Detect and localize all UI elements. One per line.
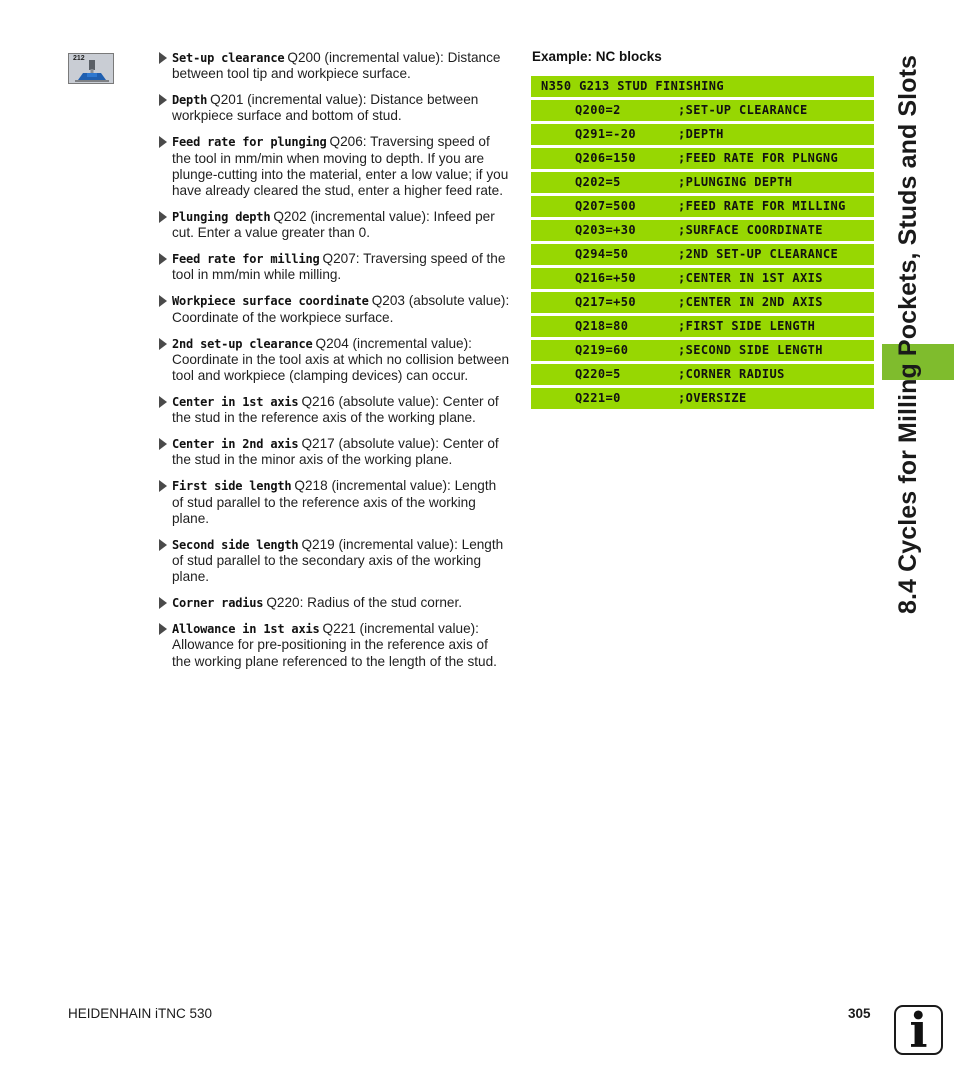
nc-comment: ;OVERSIZE <box>678 391 747 405</box>
nc-block-listing <box>531 76 874 412</box>
cycle-212-icon <box>68 53 114 84</box>
parameter-item <box>158 436 510 468</box>
bullet-arrow-icon <box>159 338 167 350</box>
nc-param: Q207=500 <box>575 199 636 213</box>
parameter-description: Q220: Radius of the stud corner. <box>266 595 463 611</box>
nc-block-row <box>531 388 874 409</box>
nc-comment: ;CORNER RADIUS <box>678 367 785 381</box>
nc-comment: ;CENTER IN 1ST AXIS <box>678 271 823 285</box>
bullet-arrow-icon <box>159 480 167 492</box>
chapter-side-title: 8.4 Cycles for Milling Pockets, Studs and Slots <box>894 54 922 614</box>
example-title: Example: NC blocks <box>532 49 662 64</box>
parameter-description: Q219 (incremental value): Length of stud parallel to the secondary axis of the working plane. <box>172 536 504 585</box>
nc-block-row <box>531 100 874 121</box>
nc-block-row <box>531 244 874 265</box>
stud-graphic <box>69 54 115 85</box>
parameter-item <box>158 336 510 385</box>
bullet-arrow-icon <box>159 295 167 307</box>
parameter-item <box>158 92 510 124</box>
parameter-item <box>158 595 510 611</box>
nc-block-row <box>531 172 874 193</box>
parameter-item <box>158 293 510 325</box>
nc-block-row <box>531 364 874 385</box>
nc-param: Q291=-20 <box>575 127 636 141</box>
parameter-name: 2nd set-up clearance <box>172 336 313 351</box>
parameter-name: Plunging depth <box>172 210 271 225</box>
nc-param: Q202=5 <box>575 175 621 189</box>
nc-param: Q206=150 <box>575 151 636 165</box>
bullet-arrow-icon <box>159 253 167 265</box>
nc-comment: ;FEED RATE FOR MILLING <box>678 199 846 213</box>
bullet-arrow-icon <box>159 597 167 609</box>
footer-product: HEIDENHAIN iTNC 530 <box>68 1006 213 1021</box>
nc-header-text: N350 G213 STUD FINISHING <box>541 79 724 93</box>
nc-comment: ;2ND SET-UP CLEARANCE <box>678 247 839 261</box>
parameter-description: Q204 (incremental value): Coordinate in the tool axis at which no collision between tool and workpiece (clamping devices) can occur. <box>172 335 510 384</box>
nc-comment: ;DEPTH <box>678 127 724 141</box>
nc-comment: ;FIRST SIDE LENGTH <box>678 319 816 333</box>
parameter-description: Q201 (incremental value): Distance between workpiece surface and bottom of stud. <box>172 92 479 124</box>
parameter-item <box>158 50 510 82</box>
bullet-arrow-icon <box>159 94 167 106</box>
parameter-name: Workpiece surface coordinate <box>172 294 369 309</box>
parameter-name: Set-up clearance <box>172 51 285 65</box>
parameter-name: Allowance in 1st axis <box>172 622 320 637</box>
parameter-name: Center in 2nd axis <box>172 437 299 452</box>
nc-block-row <box>531 340 874 361</box>
parameter-name: Corner radius <box>172 596 264 611</box>
nc-comment: ;SECOND SIDE LENGTH <box>678 343 823 357</box>
nc-param: Q294=50 <box>575 247 629 261</box>
bullet-arrow-icon <box>159 52 167 64</box>
parameter-name: First side length <box>172 479 292 494</box>
parameter-list <box>158 50 510 680</box>
parameter-description: Q216 (absolute value): Center of the stud in the reference axis of the working plane. <box>172 394 499 426</box>
nc-comment: ;SURFACE COORDINATE <box>678 223 823 237</box>
info-icon <box>894 1003 943 1059</box>
parameter-name: Second side length <box>172 537 299 552</box>
nc-param: Q220=5 <box>575 367 621 381</box>
parameter-description: Q202 (incremental value): Infeed per cut. Enter a value greater than 0. <box>172 209 495 241</box>
nc-comment: ;FEED RATE FOR PLNGNG <box>678 151 839 165</box>
bullet-arrow-icon <box>159 623 167 635</box>
parameter-item <box>158 209 510 241</box>
bullet-arrow-icon <box>159 396 167 408</box>
nc-block-row <box>531 220 874 241</box>
cycle-number: 212 <box>73 55 85 62</box>
nc-comment: ;SET-UP CLEARANCE <box>678 103 808 117</box>
parameter-item <box>158 134 510 199</box>
bullet-arrow-icon <box>159 136 167 148</box>
nc-param: Q216=+50 <box>575 271 636 285</box>
parameter-name: Feed rate for milling <box>172 252 320 267</box>
parameter-name: Depth <box>172 93 208 108</box>
nc-block-row <box>531 196 874 217</box>
parameter-item <box>158 251 510 283</box>
parameter-name: Center in 1st axis <box>172 395 299 410</box>
parameter-description: Q218 (incremental value): Length of stud parallel to the reference axis of the working plane. <box>172 478 497 526</box>
nc-block-row <box>531 124 874 145</box>
parameter-description: Q221 (incremental value): Allowance for pre-positioning in the reference axis of the working plane referenced to the length of the stud. <box>172 621 497 669</box>
nc-param: Q218=80 <box>575 319 629 333</box>
parameter-description: Q206: Traversing speed of the tool in mm/min when moving to depth. If you are plunge-cutting into the material, enter a low value; if you have already cleared the stud, enter a higher feed rate. <box>172 134 509 199</box>
bullet-arrow-icon <box>159 211 167 223</box>
page-number: 305 <box>848 1006 871 1021</box>
nc-param: Q200=2 <box>575 103 621 117</box>
parameter-description: Q217 (absolute value): Center of the stud in the minor axis of the working plane. <box>172 436 499 468</box>
parameter-description: Q203 (absolute value): Coordinate of the workpiece surface. <box>172 293 510 325</box>
nc-block-row <box>531 316 874 337</box>
nc-comment: ;PLUNGING DEPTH <box>678 175 793 189</box>
info-glyph: i <box>909 1003 928 1059</box>
nc-comment: ;CENTER IN 2ND AXIS <box>678 295 823 309</box>
nc-param: Q203=+30 <box>575 223 636 237</box>
nc-param: Q219=60 <box>575 343 629 357</box>
parameter-description: Q200 (incremental value): Distance between tool tip and workpiece surface. <box>172 50 501 82</box>
parameter-name: Feed rate for plunging <box>172 135 327 150</box>
parameter-item <box>158 478 510 527</box>
bullet-arrow-icon <box>159 438 167 450</box>
nc-block-row <box>531 148 874 169</box>
nc-block-row <box>531 268 874 289</box>
nc-block-row <box>531 292 874 313</box>
nc-param: Q221=0 <box>575 391 621 405</box>
bullet-arrow-icon <box>159 539 167 551</box>
nc-param: Q217=+50 <box>575 295 636 309</box>
nc-block-header <box>531 76 874 97</box>
parameter-description: Q207: Traversing speed of the tool in mm/min while milling. <box>172 251 506 283</box>
parameter-item <box>158 394 510 426</box>
parameter-item <box>158 537 510 586</box>
parameter-item <box>158 621 510 670</box>
